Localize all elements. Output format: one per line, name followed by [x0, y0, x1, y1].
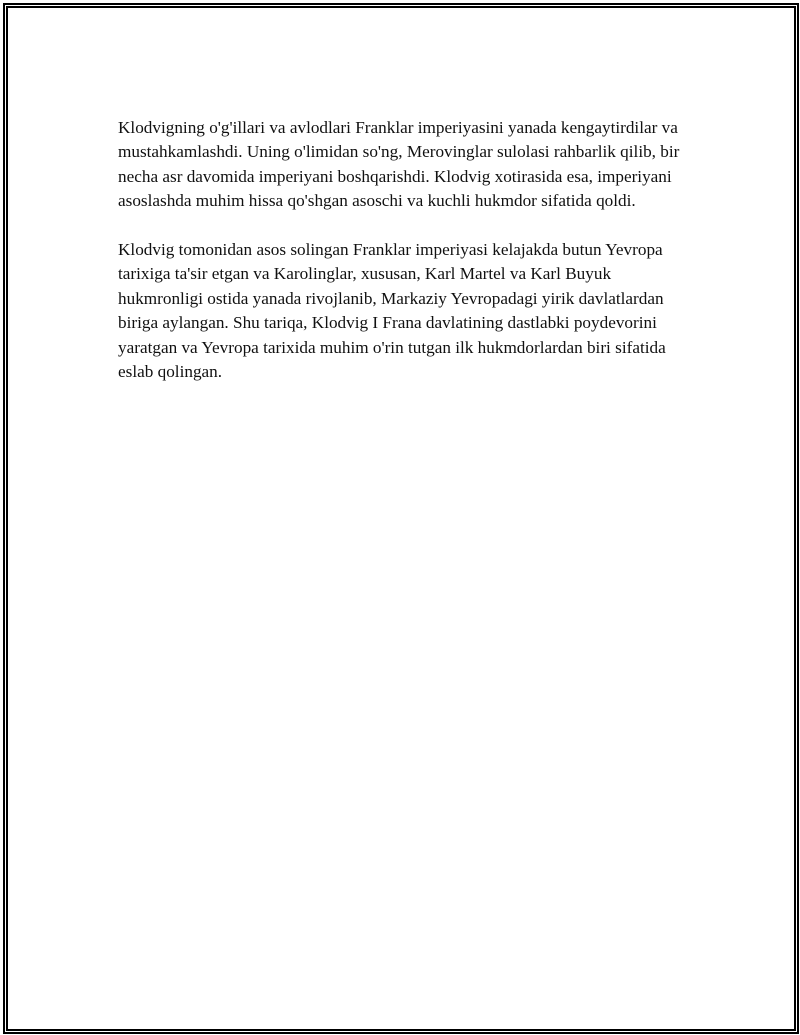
paragraph-1: Klodvigning o'g'illari va avlodlari Franklar imperiyasini yanada kengaytirdilar va mustahkamlashdi. Uning o'limidan so'ng, Merovinglar sulolasi rahbarlik qilib, bir necha asr davomida imperiyani boshqarishdi. Klodvig xotirasida esa, imperiyani asoslashda muhim hissa qo'shgan asoschi va kuchli hukmdor sifatida qoldi.	[118, 118, 680, 211]
document-body	[118, 116, 688, 409]
paragraph-2: Klodvig tomonidan asos solingan Franklar imperiyasi kelajakda butun Yevropa tarixiga ta'sir etgan va Karolinglar, xususan, Karl Martel va Karl Buyuk hukmronligi ostida yanada rivojlanib, Markaziy Yevropadagi yirik davlatlardan biriga aylangan. Shu tariqa, Klodvig I Frana davlatining dastlabki poydevorini yaratgan va Yevropa tarixida muhim o'rin tutgan ilk hukmdorlardan biri sifatida eslab qolingan.	[118, 240, 666, 382]
